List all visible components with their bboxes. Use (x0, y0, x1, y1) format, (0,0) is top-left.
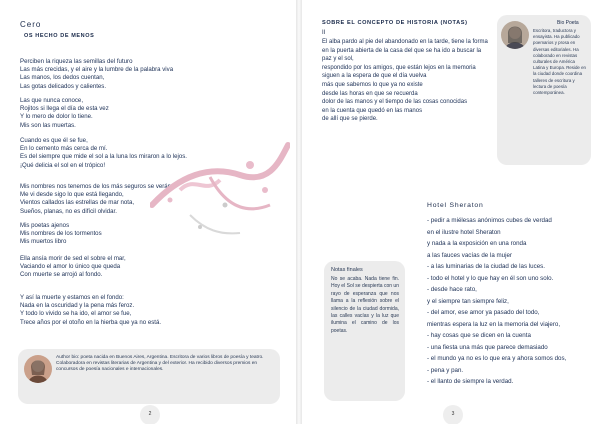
poem-line: Rojitos si llega el día de esta vez (20, 105, 109, 113)
poem-line: Las manos, los dedos cuentan, (20, 74, 105, 82)
poem-line: Y todo lo vivido se ha ido, el amor se fue, (20, 310, 132, 318)
page-number-right: 3 (443, 405, 463, 424)
poem-line: Mis muertos libro (20, 238, 67, 246)
poem-line: Mis son las muertas. (20, 121, 76, 129)
poem-line: Vientos callados las estrellas de mar nota, (20, 199, 135, 207)
poem-line-right: y nada a la exposición en una ronda (427, 240, 527, 247)
poem-line: Mis poetas ajenos (20, 222, 70, 229)
poem-line: Trece años por el otoño en la hierba que ya no está. (20, 318, 162, 326)
poem-line: Y así la muerte y estamos en el fondo: (20, 294, 124, 301)
essay-line: paz y el sol, (322, 56, 354, 63)
bio-avatar (501, 21, 529, 49)
essay-line: en la puerta abierta de la casa del que se ha ido a buscar la (322, 47, 482, 54)
poem-line: Las más crecidas, y el aire y la lumbre de la palabra viva (20, 66, 174, 74)
poem-title-right: Hotel Sheraton (427, 202, 484, 209)
poem-line-right: - desde hace rato, (427, 286, 477, 293)
stanza (20, 222, 102, 247)
poem-line: Las gotas delicados y calientes. (20, 82, 107, 90)
poem-line-right: - todo el hotel y lo que hay en él son uno solo. (427, 274, 554, 282)
bio-top-text: Escritora, traductora y ensayista. Ha publicado poemarios y prosa en diversas editoriales. Ha colaborado en revistas culturales de América Latina y Europa. Reside en la ciudad donde coordina talleres de escritura y lectura de poesía contemporánea. (533, 28, 586, 96)
essay-line: dolor de las manos y el tiempo de las cosas conocidas (322, 99, 468, 106)
poem-title: Cero (20, 20, 42, 29)
essay-line: de allí que se pierde. (322, 116, 378, 123)
essay-line: más que sabemos lo que ya no existe (322, 81, 423, 88)
poem-line: Mis nombres de los tormentos (20, 230, 102, 238)
poem-line-right: - el llanto de siempre la verdad. (427, 378, 514, 385)
poem-line-right: - pedir a miélesas anónimos cubes de verdad (427, 217, 552, 224)
poem-line: Perciben la riqueza las semillas del futuro (20, 58, 133, 65)
poem-line: Las que nunca conoce, (20, 97, 84, 104)
essay-line: El alba pardo al pie del abandonado en la tarde, tiene la forma (322, 39, 488, 45)
poem-body-right (427, 215, 566, 388)
poem-line-right: y el siempre tan siempre feliz, (427, 297, 509, 305)
poem-line-right: - hay cosas que se dicen en la cuenta (427, 332, 531, 339)
poem-subtitle: OS HECHO DE MENOS (24, 33, 95, 39)
notes-card (324, 261, 405, 401)
poem-line-right: - del amor, ese amor ya pasado del todo, (427, 309, 540, 316)
poem-line-right: mientras espera la luz en la memoria del viajero, (427, 320, 561, 328)
poem-line: Con muerte se arrojó al fondo. (20, 271, 103, 279)
essay-title: SOBRE EL CONCEPTO DE HISTORIA (NOTAS) (322, 20, 468, 26)
author-bio-card (18, 349, 280, 404)
poem-line: Sueños, planas, no es difícil olvidar. (20, 207, 117, 215)
poem-line-right: - una fiesta una más que parece demasiado (427, 343, 548, 351)
poem-line: Nada en la oscuridad y la pena más feroz. (20, 302, 135, 310)
essay-line: respondido por los amigos, que están lejos en la memoria (322, 64, 476, 71)
notes-title: Notas finales (331, 267, 363, 273)
poem-line-right: - el mundo ya no es lo que era y ahora somos dos, (427, 355, 567, 362)
stanza (20, 58, 173, 91)
essay-body (322, 38, 488, 124)
poem-line-right: - a las luminarias de la ciudad de las luces. (427, 263, 545, 270)
floral-ornament (150, 135, 290, 255)
poem-line: En lo cemento más cerca de mí. (20, 145, 108, 153)
poem-line: Es del siempre que mide el sol a la luna los miraron a lo lejos. (20, 153, 187, 161)
right-page (302, 0, 600, 424)
poem-line: Ella ansía morir de sed el sobre el mar, (20, 255, 126, 262)
poem-line: Y lo mero de dolor lo tiene. (20, 113, 93, 121)
bio-top-title: Bio Poeta (557, 20, 579, 26)
author-bio-text: Author bio: poeta nacida en Buenos Aires, Argentina. Escritora de varios libros de poesía y teatro. Colaboradora en revistas literarias de Argentina y del exterior. Ha recibido diversos premios en concursos de poesía nacionales e internacionales. (56, 355, 264, 372)
poem-line: Mis nombres nos tenemos de los más seguros se verán. (20, 183, 173, 190)
notes-text: No se acaba. Nada tiene fin. Hoy el Sol se despierta con un rayo de esperanza que nos llama a la reflexión sobre el silencio de la ciudad dormida, las calles vacías y la luz que ilumina el camino de los poetas. (331, 276, 399, 334)
stanza (20, 97, 109, 130)
poem-line-right: a las fauces vacías de la mujer (427, 251, 512, 259)
stanza (20, 255, 126, 280)
essay-line: siguen a la espera de que el día vuelva (322, 73, 427, 80)
stanza (20, 294, 161, 327)
poem-line: Me vi desde sigo lo que está llegando, (20, 191, 124, 199)
left-page (0, 0, 296, 424)
essay-section: II (322, 30, 326, 36)
essay-line: desde las horas en que se recuerda (322, 90, 418, 97)
author-avatar (24, 355, 52, 383)
poem-line-right: en el ilustre hotel Sheraton (427, 228, 501, 236)
poem-line: Vaciando el amor lo único que queda (20, 263, 121, 271)
poem-line-right: - pena y pan. (427, 366, 464, 374)
poem-line: Cuando es que él se fue, (20, 137, 88, 144)
bio-card-top (497, 15, 591, 165)
essay-line: en la cuenta que quedó en las manos (322, 107, 423, 114)
poem-line: ¡Qué delicia el sol en el trópico! (20, 161, 106, 169)
page-number-left: 2 (140, 405, 160, 424)
